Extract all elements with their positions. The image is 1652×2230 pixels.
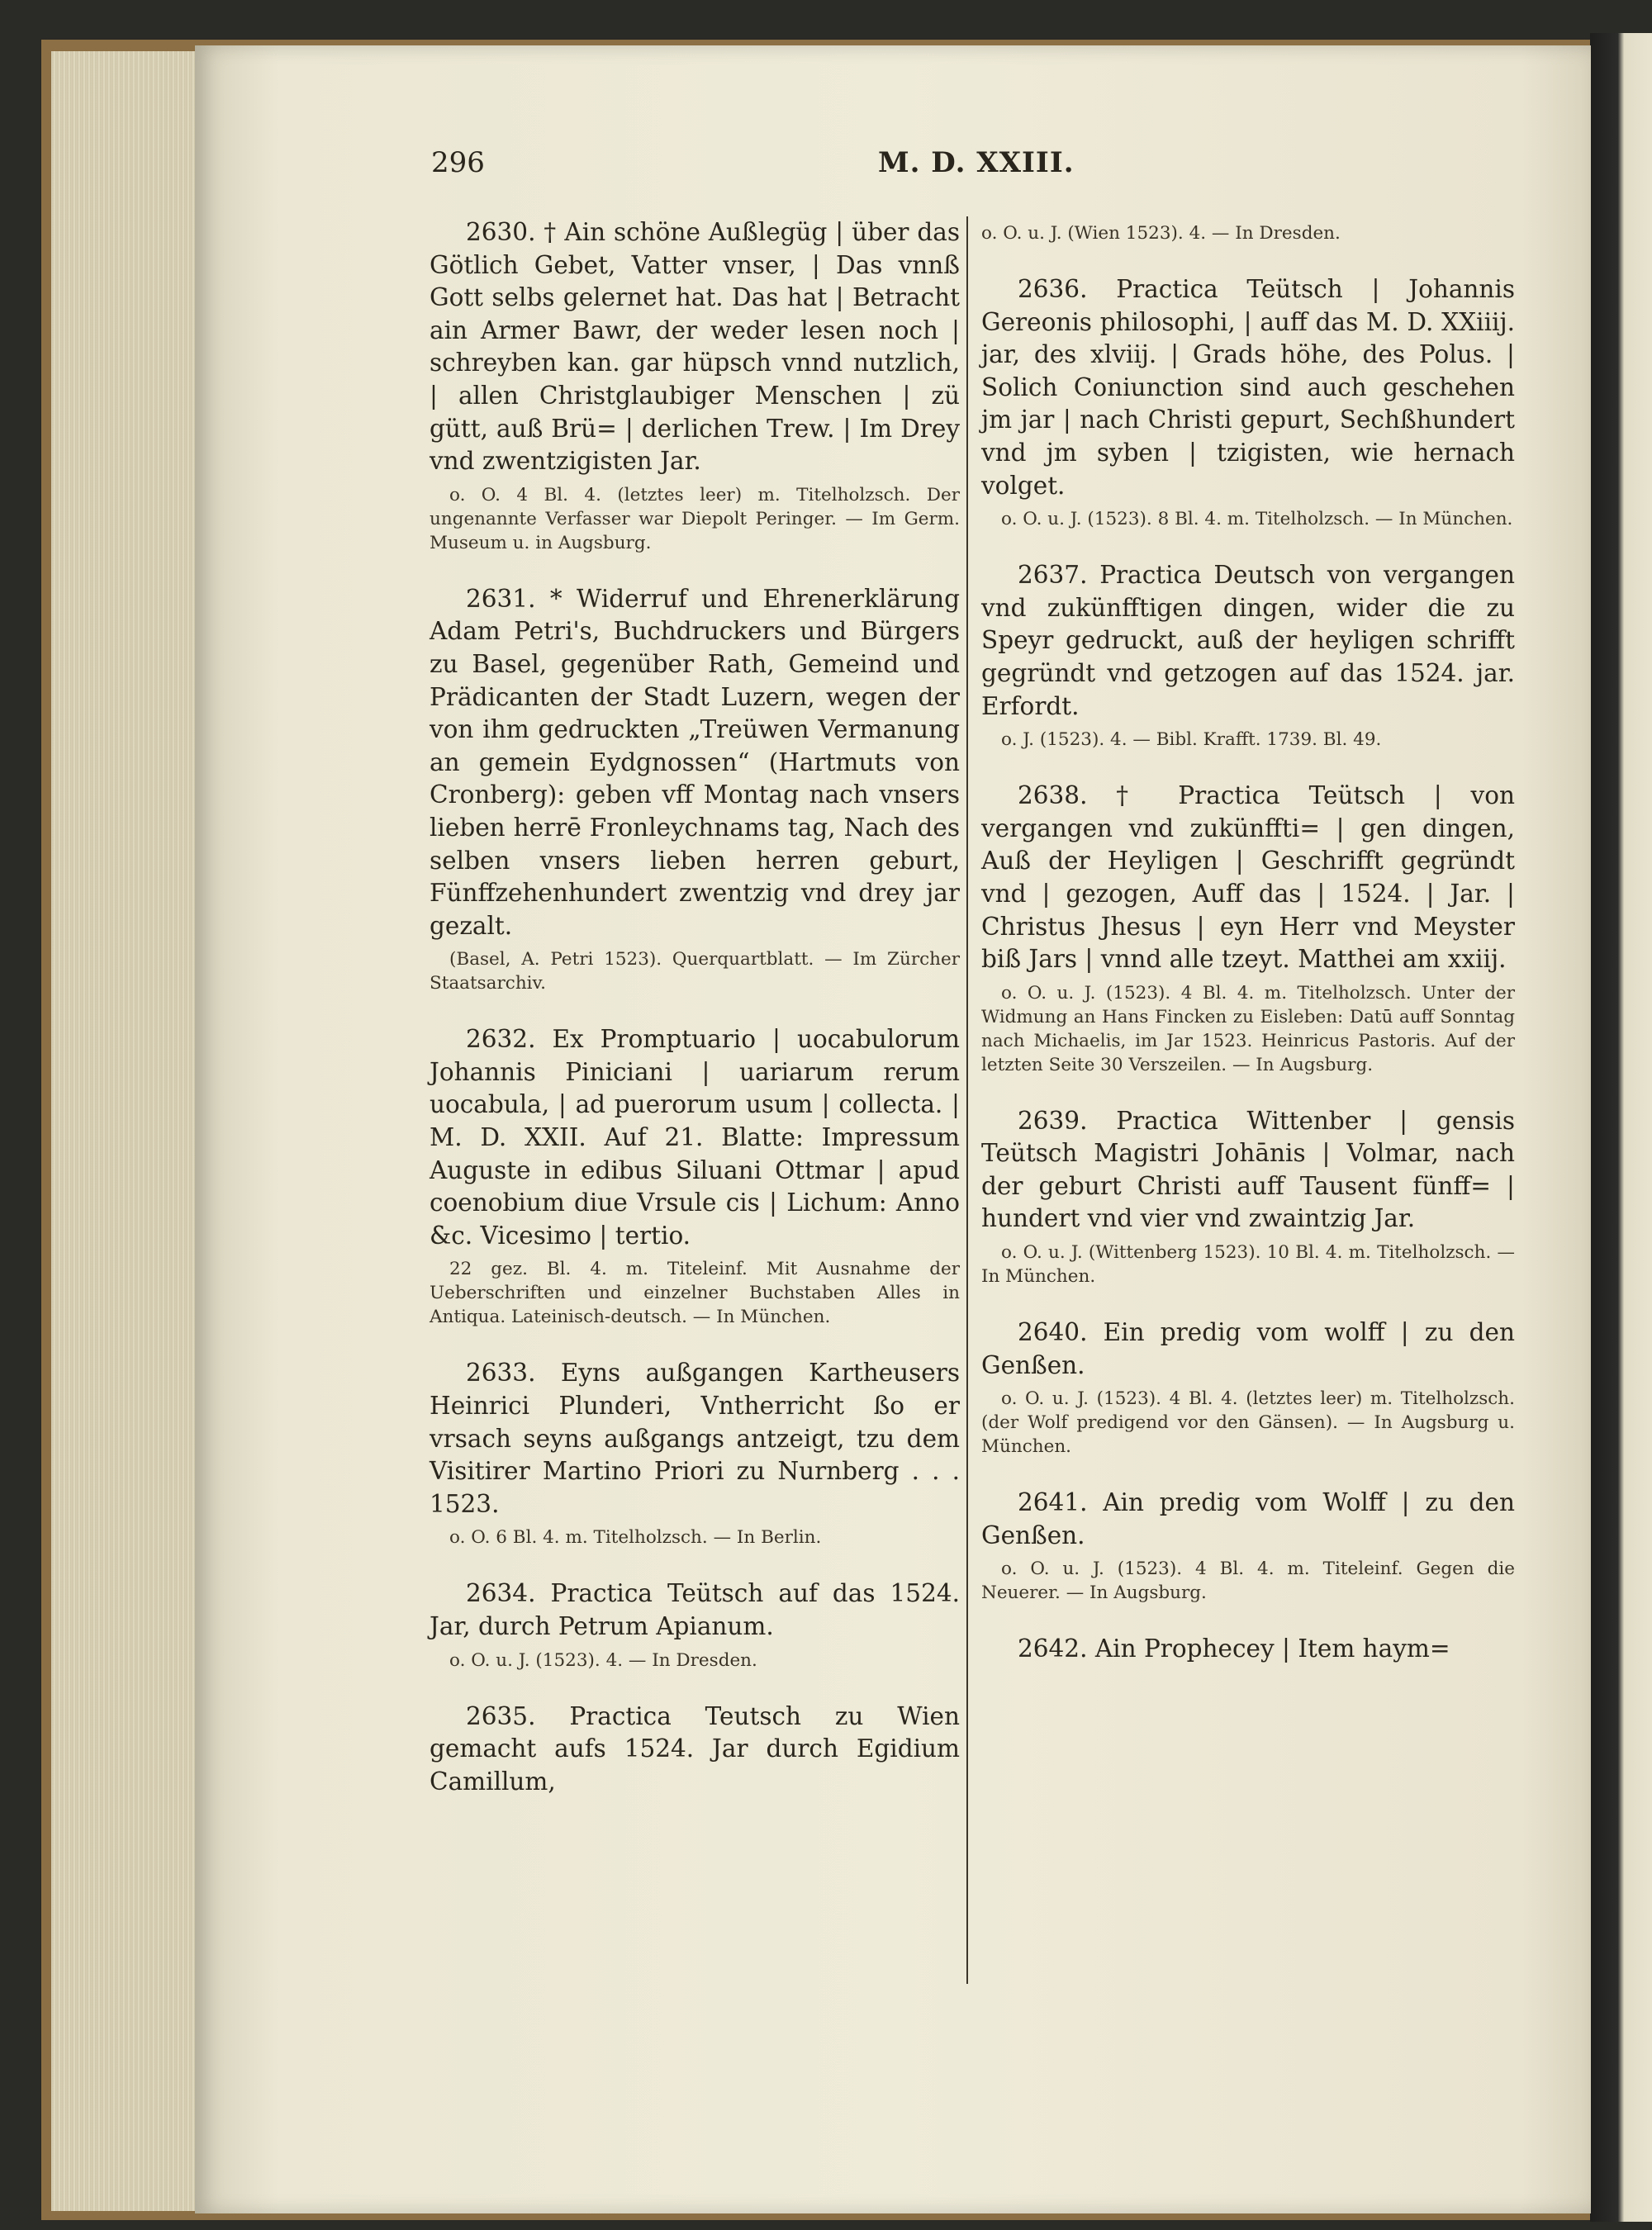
entry-2631 bbox=[430, 583, 960, 996]
entry-title: † Practica Teütsch | von vergangen vnd zukünffti= | gen dingen, Auß der Heyligen | Geschrifft gegründt vnd | gezogen, Auff das | 1524. | Jar. | Christus Jhesus | eyn Herr vnd Meyster biß Jars | vnnd alle tzeyt. Matthei am xxiij. bbox=[981, 781, 1515, 974]
entry-title: Ain Prophecey | Item haym= bbox=[1094, 1635, 1450, 1663]
facing-page-edge bbox=[1590, 33, 1652, 2222]
column-divider bbox=[966, 216, 968, 1984]
entry-number: 2640. bbox=[1018, 1318, 1088, 1347]
entry-number: 2635. bbox=[466, 1701, 536, 1730]
entry-note: o. O. u. J. (1523). 4. — In Dresden. bbox=[449, 1649, 757, 1671]
entry-note: (Basel, A. Petri 1523). Querquartblatt. — Im Zürcher Staatsarchiv. bbox=[430, 949, 960, 994]
entry-2633 bbox=[430, 1357, 960, 1549]
entry-note: o. O. u. J. (1523). 4 Bl. 4. m. Titelholzsch. Unter der Widmung an Hans Fincken zu Eisleben: Datū auff Sonntag nach Michaelis, im Jar 1523. Heinricus Pastoris. Auf der letzten Seite 30 Verszeilen. — In Augsburg. bbox=[981, 982, 1515, 1075]
entry-number: 2632. bbox=[466, 1025, 536, 1054]
entry-2635-continued bbox=[981, 221, 1515, 245]
entry-2635 bbox=[430, 1701, 960, 1799]
entry-title: Ain predig vom Wolff | zu den Genßen. bbox=[981, 1488, 1515, 1549]
entry-number: 2630. bbox=[466, 218, 536, 246]
entry-title: Practica Teütsch | Johannis Gereonis philosophi, | auff das M. D. XXiiij. jar, des xlviij. | Grads höhe, des Polus. | Solich Coniunction sind auch geschehen jm jar | nach Christi gepurt, Sechßhundert vnd jm syben | tzigisten, wie hernach volget. bbox=[981, 275, 1515, 500]
entry-2640 bbox=[981, 1317, 1515, 1459]
entry-title: † Ain schöne Außlegüg | über das Götlich Gebet, Vatter vnser, | Das vnnß Gott selbs gelernet hat. Das hat | Betracht ain Armer Bawr, der weder lesen noch | schreyben kan. gar hüpsch vnnd nutzlich, | allen Christglaubiger Menschen | zü gütt, auß Brü= | derlichen Trew. | Im Drey vnd zwentzigisten Jar. bbox=[430, 218, 960, 476]
entry-note: o. O. u. J. (Wittenberg 1523). 10 Bl. 4. m. Titelholzsch. — In München. bbox=[981, 1242, 1515, 1288]
entry-title: Practica Wittenber | gensis Teütsch Magistri Johānis | Volmar, nach der geburt Christi auff Tausent fünff= | hundert vnd vier vnd zwaintzig Jar. bbox=[981, 1106, 1515, 1233]
entry-number: 2639. bbox=[1018, 1106, 1088, 1135]
entry-title: Practica Teutsch zu Wien gemacht aufs 1524. Jar durch Egidium Camillum, bbox=[430, 1701, 960, 1796]
entry-note: o. O. 6 Bl. 4. m. Titelholzsch. — In Berlin. bbox=[449, 1527, 822, 1549]
entry-2630 bbox=[430, 216, 960, 555]
entry-2632 bbox=[430, 1023, 960, 1329]
entry-2639 bbox=[981, 1105, 1515, 1288]
page-number: 296 bbox=[431, 146, 485, 179]
entry-number: 2638. bbox=[1018, 781, 1088, 810]
entry-title: Ex Promptuario | uocabulorum Johannis Piniciani | uariarum rerum uocabula, | ad puerorum usum | collecta. | M. D. XXII. Auf 21. Blatte: Impressum Auguste in edibus Siluani Ottmar | apud coenobium diue Vrsule cis | Lichum: Anno &c. Vicesimo | tertio. bbox=[430, 1025, 960, 1250]
entry-note: 22 gez. Bl. 4. m. Titeleinf. Mit Ausnahme der Ueberschriften und einzelner Buchstaben Alles in Antiqua. Lateinisch-deutsch. — In München. bbox=[430, 1259, 960, 1328]
entry-2634 bbox=[430, 1578, 960, 1672]
entry-2641 bbox=[981, 1487, 1515, 1605]
entry-2636 bbox=[981, 273, 1515, 531]
entry-2637 bbox=[981, 559, 1515, 752]
entry-number: 2631. bbox=[466, 584, 536, 613]
entry-note: o. O. u. J. (1523). 4 Bl. 4. (letztes leer) m. Titelholzsch. (der Wolf predigend vor den Gänsen). — In Augsburg u. München. bbox=[981, 1388, 1515, 1458]
entry-note: o. J. (1523). 4. — Bibl. Krafft. 1739. Bl. 49. bbox=[1001, 729, 1382, 751]
entry-number: 2641. bbox=[1018, 1488, 1088, 1517]
entry-2642 bbox=[981, 1633, 1515, 1666]
entry-note: o. O. u. J. (1523). 8 Bl. 4. m. Titelholzsch. — In München. bbox=[1001, 509, 1513, 530]
entry-number: 2636. bbox=[1018, 275, 1088, 303]
entry-number: 2637. bbox=[1018, 561, 1088, 590]
left-column bbox=[430, 216, 960, 1826]
entry-title: Ein predig vom wolff | zu den Genßen. bbox=[981, 1318, 1515, 1379]
entry-title: * Widerruf und Ehrenerklärung Adam Petri's, Buchdruckers und Bürgers zu Basel, gegenüber Rath, Gemeind und Prädicanten der Stadt Luzern, wegen der von ihm gedruckten „Treüwen Vermanung an gemein Eydgnossen“ (Hartmuts von Cronberg): geben vff Montag nach vnsers lieben herrē Fronleychnams tag, Nach des selben vnsers lieben herren geburt, Fünffzehenhundert zwentzig vnd drey jar gezalt. bbox=[430, 584, 960, 940]
entry-note: o. O. u. J. (Wien 1523). 4. — In Dresden. bbox=[981, 223, 1341, 244]
entry-2638 bbox=[981, 780, 1515, 1077]
entry-note: o. O. 4 Bl. 4. (letztes leer) m. Titelholzsch. Der ungenannte Verfasser war Diepolt Peringer. — Im Germ. Museum u. in Augsburg. bbox=[430, 484, 960, 553]
right-column bbox=[981, 216, 1515, 1694]
running-head: M. D. XXIII. bbox=[878, 146, 1075, 179]
entry-number: 2634. bbox=[466, 1579, 536, 1608]
page-stack-edge bbox=[51, 51, 196, 2211]
entry-title: Practica Deutsch von vergangen vnd zukünfftigen dingen, wider die zu Speyr gedruckt, auß der heyligen schrifft gegründt vnd getzogen auf das 1524. jar. Erfordt. bbox=[981, 561, 1515, 720]
entry-number: 2633. bbox=[466, 1359, 536, 1388]
entry-title: Practica Teütsch auf das 1524. Jar, durch Petrum Apianum. bbox=[430, 1579, 960, 1640]
entry-title: Eyns außgangen Kartheusers Heinrici Plunderi, Vntherricht ßo er vrsach seyns außgangs antzeigt, tzu dem Visitirer Martino Priori zu Nurnberg . . . 1523. bbox=[430, 1359, 960, 1518]
entry-number: 2642. bbox=[1018, 1635, 1088, 1663]
entry-note: o. O. u. J. (1523). 4 Bl. 4. m. Titeleinf. Gegen die Neuerer. — In Augsburg. bbox=[981, 1559, 1515, 1604]
